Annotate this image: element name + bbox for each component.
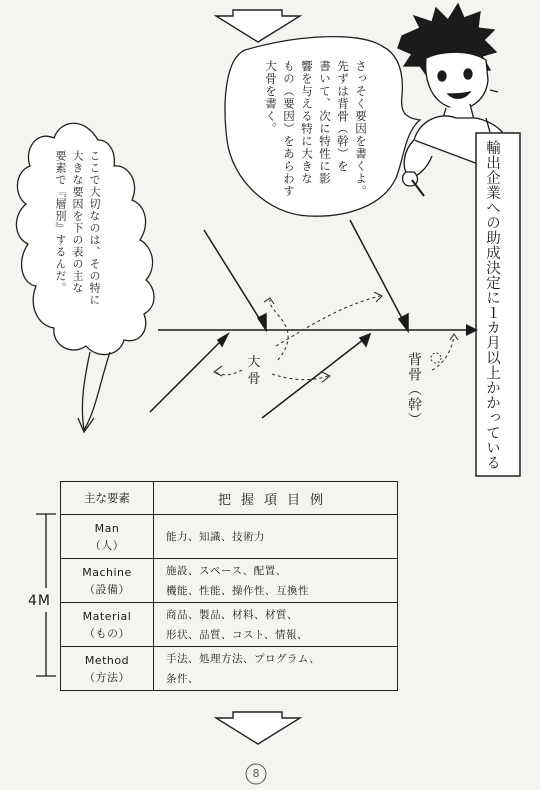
bubble-right-line: さっそく要因を書くよ。 — [354, 60, 368, 198]
table-cell-element: Material （もの） — [61, 603, 154, 647]
page-number: 8 — [252, 767, 260, 780]
table-row — [61, 559, 398, 603]
table-cell-examples: 能力、知識、技術力 — [154, 515, 398, 559]
table-cell-element: Man （人） — [61, 515, 154, 559]
big-bones — [150, 220, 408, 418]
table-cell-element: Machine （設備） — [61, 559, 154, 603]
spine-label: 背骨（幹） — [406, 352, 422, 427]
table-row — [61, 515, 398, 559]
bubble-left-line: ここで大切なのは、その特に — [88, 150, 101, 306]
big-bone-label: 大骨 — [247, 355, 261, 387]
factor-table — [60, 481, 398, 691]
cloud-bubble-left-text — [52, 150, 103, 306]
table-header-row — [61, 482, 398, 515]
table-row — [61, 603, 398, 647]
bottom-down-arrow — [216, 712, 300, 744]
effect-box-text: 輸出企業への助成決定に１カ月以上かかっている — [484, 140, 500, 470]
top-down-arrow — [216, 10, 300, 42]
table-cell-examples: 手法、処理方法、プログラム、 条件、 — [154, 647, 398, 691]
bubble-right-line: もの（要因）をあらわす — [282, 60, 296, 198]
cloud-tail — [82, 352, 110, 430]
bubble-right-line: 書いて、次に特性に影 — [318, 60, 332, 185]
speech-bubble-right-text — [262, 60, 370, 198]
fourm-label: 4M — [28, 593, 51, 609]
bubble-right-line: 響を与える特に大きな — [300, 60, 314, 185]
bubble-left-line: 大きな要因を下の表の主な — [71, 150, 84, 294]
table-cell-examples: 商品、製品、材料、材質、 形状、品質、コスト、情報、 — [154, 603, 398, 647]
bubble-right-line: 大骨を書く。 — [264, 60, 278, 135]
table-cell-element: Method （方法） — [61, 647, 154, 691]
table-header-examples: 把握項目例 — [154, 482, 398, 515]
table-cell-examples: 施設、スペース、配置、 機能、性能、操作性、互換性 — [154, 559, 398, 603]
table-header-element: 主な要素 — [61, 482, 154, 515]
table-row — [61, 647, 398, 691]
character-face — [426, 52, 488, 109]
bubble-left-line: 要素で『層別』するんだ。 — [54, 150, 67, 294]
bubble-right-line: 先ずは背骨（幹）を — [336, 60, 350, 173]
